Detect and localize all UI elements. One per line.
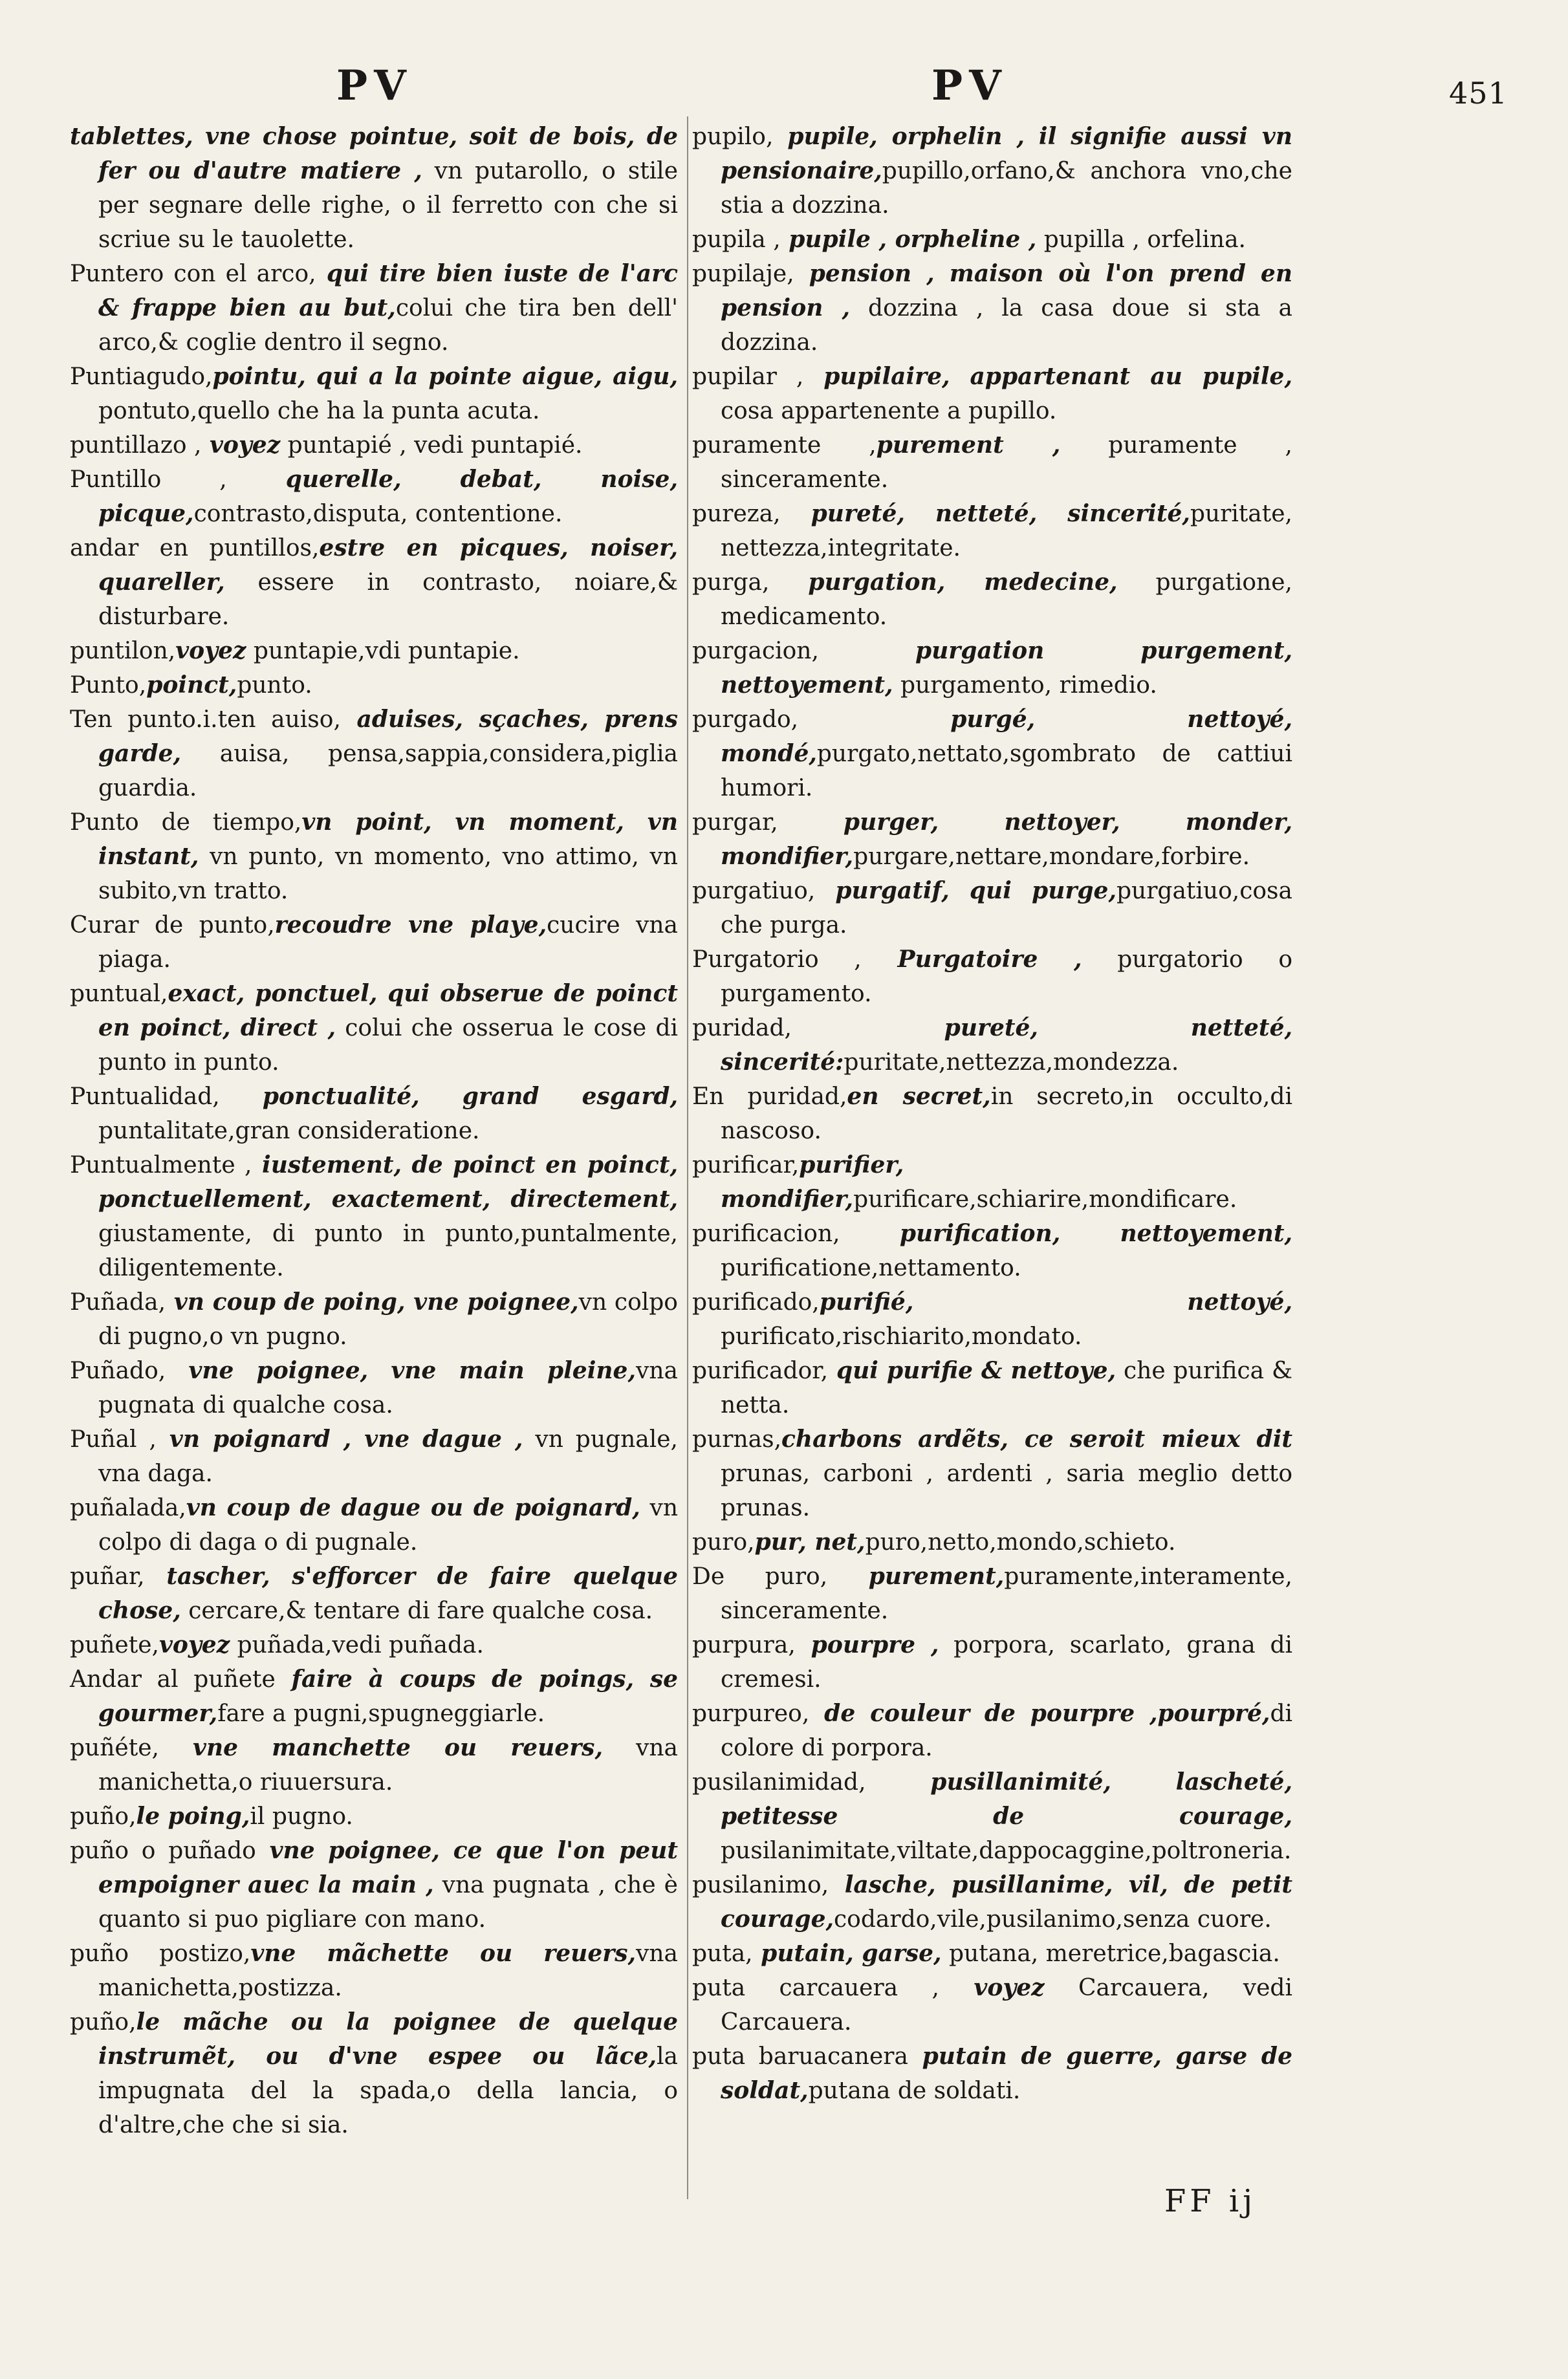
headword: purificador, — [692, 1358, 829, 1384]
dictionary-entry — [70, 1731, 678, 1799]
headword: Puntero con el arco, — [70, 261, 316, 287]
dictionary-entry — [692, 1217, 1292, 1285]
italian-gloss: pupillo,orfano,& anchora vno,che stia a dozzina. — [721, 158, 1292, 219]
french-gloss: querelle, debat, noise, picque, — [98, 466, 678, 527]
french-gloss: putain, garse, — [752, 1940, 942, 1967]
italian-gloss: punto. — [237, 672, 312, 699]
french-gloss: purgé, nettoyé, mondé, — [721, 706, 1292, 767]
headword: Puntualmente , — [70, 1152, 252, 1179]
french-gloss: iustement, de poinct en poinct, ponctuellement, exactement, directement, — [98, 1151, 679, 1213]
italian-gloss: la impugnata del la spada,o della lancia, o d'altre,che che si sia. — [98, 2043, 678, 2138]
french-gloss: tascher, s'efforcer de faire quelque chose, — [98, 1563, 678, 1624]
headword: Puñado, — [70, 1358, 166, 1384]
dictionary-entry — [692, 360, 1292, 428]
french-gloss: poinct, — [146, 671, 237, 699]
page-number: 451 — [1449, 76, 1508, 111]
headword: pupila , — [692, 226, 781, 253]
italian-gloss: contrasto,disputa, contentione. — [193, 501, 563, 527]
dictionary-entry — [692, 257, 1292, 360]
headword: purgar, — [692, 809, 778, 836]
dictionary-entry — [692, 1011, 1292, 1080]
dictionary-entry — [70, 668, 678, 702]
headword: Puntillo , — [70, 466, 227, 493]
french-gloss: pureté, netteté, sincerité, — [780, 500, 1190, 527]
headword: puridad, — [692, 1015, 792, 1041]
dictionary-entry — [692, 874, 1292, 942]
italian-gloss: puntapie,vdi puntapie. — [246, 638, 520, 664]
dictionary-entry — [70, 2005, 678, 2142]
italian-gloss: puritate,nettezza,mondezza. — [844, 1049, 1179, 1076]
french-gloss: purgatif, qui purge, — [815, 877, 1116, 904]
headword: En puridad, — [692, 1083, 847, 1110]
dictionary-entry — [692, 120, 1292, 223]
headword: purgado, — [692, 706, 799, 733]
french-gloss: voyez — [158, 1631, 230, 1658]
headword: purnas, — [692, 1426, 782, 1453]
dictionary-entry — [70, 977, 678, 1080]
dictionary-entry — [70, 1937, 678, 2005]
dictionary-entry — [692, 942, 1292, 1011]
headword: Puntualidad, — [70, 1083, 220, 1110]
italian-gloss: colui che osserua le cose di punto in punto. — [98, 1015, 678, 1076]
italian-gloss: che purifica & netta. — [721, 1358, 1292, 1418]
headword: Andar al puñete — [70, 1666, 276, 1693]
french-gloss: pupile, orphelin , il signifie aussi vn pensionaire, — [721, 123, 1292, 184]
headword: Purgatorio , — [692, 946, 862, 973]
dictionary-entry — [692, 1628, 1292, 1697]
headword: puñar, — [70, 1563, 145, 1590]
italian-gloss: purificato,rischiarito,mondato. — [721, 1323, 1082, 1350]
dictionary-entry — [692, 805, 1292, 874]
french-gloss: purgation, medecine, — [769, 569, 1118, 596]
italian-gloss: giustamente, di punto in punto,puntalmente, diligentemente. — [98, 1221, 678, 1281]
headword: puramente , — [692, 432, 877, 459]
french-gloss: vne mãchette ou reuers, — [250, 1940, 636, 1967]
italian-gloss: purificare,schiarire,mondificare. — [853, 1186, 1237, 1213]
italian-gloss: codardo,vile,pusilanimo,senza cuore. — [834, 1906, 1272, 1933]
french-gloss: purification, nettoyement, — [840, 1220, 1292, 1247]
french-gloss: voyez — [201, 431, 281, 459]
dictionary-entry — [692, 1354, 1292, 1422]
french-gloss: vne manchette ou reuers, — [158, 1734, 603, 1761]
dictionary-entry — [692, 2039, 1292, 2108]
italian-gloss: porpora, scarlato, grana di cremesi. — [721, 1632, 1293, 1693]
headword: purificar, — [692, 1152, 800, 1179]
italian-gloss: di colore di porpora. — [721, 1700, 1292, 1761]
italian-gloss: puntapié , vedi puntapié. — [280, 432, 583, 459]
french-gloss: purgation purgement, nettoyement, — [721, 637, 1292, 699]
italian-gloss: prunas, carboni , ardenti , saria meglio detto prunas. — [721, 1461, 1292, 1521]
dictionary-entry — [70, 1628, 678, 1662]
headword: Ten punto.i.ten auiso, — [70, 706, 341, 733]
headword: pupilar , — [692, 364, 804, 390]
headword: puta carcauera , — [692, 1975, 939, 2001]
dictionary-entry — [70, 1559, 678, 1628]
italian-gloss: purgato,nettato,sgombrato de cattiui humori. — [721, 741, 1292, 801]
italian-gloss: pupilla , orfelina. — [1036, 226, 1246, 253]
dictionary-entry — [692, 702, 1292, 805]
headword: purga, — [692, 569, 770, 596]
french-gloss: le mãche ou la poignee de quelque instrumẽt, ou d'vne espee ou lãce, — [98, 2008, 678, 2070]
italian-gloss: putana de soldati. — [808, 2078, 1021, 2104]
italian-gloss: pontuto,quello che ha la punta acuta. — [98, 398, 540, 424]
italian-gloss: il pugno. — [250, 1803, 353, 1830]
french-gloss: purifié, nettoyé, — [819, 1288, 1292, 1316]
dictionary-entry — [70, 1148, 678, 1285]
dictionary-entry — [692, 1971, 1292, 2039]
italian-gloss: essere in contrasto, noiare,& disturbare. — [98, 569, 678, 630]
french-gloss: vn poignard , vne dague , — [156, 1426, 523, 1453]
french-gloss: qui tire bien iuste de l'arc & frappe bien au but, — [98, 260, 678, 321]
italian-gloss: cercare,& tentare di fare qualche cosa. — [180, 1598, 653, 1624]
headword: Punto, — [70, 672, 147, 699]
dictionary-entry — [70, 1354, 678, 1422]
dictionary-entry — [692, 1525, 1292, 1559]
headword: puntillazo , — [70, 432, 202, 459]
italian-gloss: purgatorio o purgamento. — [721, 946, 1292, 1007]
italian-gloss: vn punto, vn momento, vno attimo, vn subito,vn tratto. — [98, 843, 678, 904]
headword: purgacion, — [692, 638, 819, 664]
dictionary-entry — [692, 1937, 1292, 1971]
french-gloss: le poing, — [136, 1803, 250, 1830]
dictionary-entry — [70, 462, 678, 531]
headword: Puntiagudo, — [70, 364, 213, 390]
dictionary-entry — [70, 805, 678, 908]
right-column — [692, 120, 1292, 2108]
headword: andar en puntillos, — [70, 535, 320, 561]
italian-gloss: in secreto,in occulto,di nascoso. — [721, 1083, 1292, 1144]
french-gloss: exact, ponctuel, qui obserue de poinct en poinct, direct , — [98, 980, 678, 1041]
italian-gloss: puramente , sinceramente. — [721, 432, 1292, 493]
dictionary-entry — [692, 1285, 1292, 1354]
french-gloss: lasche, pusillanime, vil, de petit courage, — [721, 1871, 1292, 1933]
dictionary-entry — [70, 120, 678, 257]
italian-gloss: colui che tira ben dell' arco,& coglie dentro il segno. — [98, 295, 678, 356]
french-gloss: putain de guerre, garse de soldat, — [721, 2043, 1292, 2104]
french-gloss: pourpre , — [795, 1631, 939, 1658]
italian-gloss: purificatione,nettamento. — [721, 1255, 1021, 1281]
french-gloss: vne poignee, vne main pleine, — [166, 1357, 636, 1384]
french-gloss: ponctualité, grand esgard, — [219, 1083, 678, 1110]
french-gloss: purifier, mondifier, — [721, 1151, 904, 1213]
french-gloss: de couleur de pourpre ,pourpré, — [809, 1700, 1270, 1727]
dictionary-entry — [692, 428, 1292, 497]
dictionary-entry — [692, 565, 1292, 634]
italian-gloss: fare a pugni,spugneggiarle. — [217, 1700, 545, 1727]
dictionary-entry — [70, 634, 678, 668]
italian-gloss: pusilanimitate,viltate,dappocaggine,poltroneria. — [721, 1838, 1292, 1864]
french-gloss: faire à coups de poings, se gourmer, — [98, 1666, 678, 1727]
french-gloss: pupilaire, appartenant au pupile, — [803, 363, 1292, 390]
headword: purpura, — [692, 1632, 796, 1658]
header-right-letters: PV — [931, 61, 1008, 110]
italian-gloss: dozzina , la casa doue si sta a dozzina. — [721, 295, 1292, 356]
french-gloss: vn coup de poing, vne poignee, — [166, 1288, 579, 1316]
headword: pupilaje, — [692, 261, 794, 287]
dictionary-entry — [692, 1697, 1292, 1765]
french-gloss: vn point, vn moment, vn instant, — [98, 809, 678, 870]
french-gloss: tablettes, vne chose pointue, soit de bois, de fer ou d'autre matiere , — [70, 123, 678, 184]
headword: purpureo, — [692, 1700, 810, 1727]
dictionary-entry — [70, 531, 678, 634]
italian-gloss: cosa appartenente a pupillo. — [721, 398, 1057, 424]
french-gloss: en secret, — [847, 1083, 991, 1110]
dictionary-entry — [70, 702, 678, 805]
french-gloss: voyez — [175, 637, 246, 664]
dictionary-entry — [70, 257, 678, 360]
italian-gloss: vna pugnata di qualche cosa. — [98, 1358, 678, 1418]
headword: puño, — [70, 1803, 136, 1830]
dictionary-entry — [70, 1080, 678, 1148]
dictionary-entry — [692, 1765, 1292, 1868]
italian-gloss: vna manichetta,o riuuersura. — [98, 1735, 678, 1796]
dictionary-entry — [692, 497, 1292, 565]
italian-gloss: auisa, pensa,sappia,considera,piglia guardia. — [98, 741, 678, 801]
italian-gloss: purgare,nettare,mondare,forbire. — [853, 843, 1250, 870]
dictionary-entry — [692, 223, 1292, 257]
dictionary-entry — [70, 360, 678, 428]
headword: pusilanimo, — [692, 1872, 829, 1898]
italian-gloss: puritate, nettezza,integritate. — [721, 501, 1292, 561]
italian-gloss: vna pugnata , che è quanto si puo pigliare con mano. — [98, 1872, 678, 1933]
headword: puñéte, — [70, 1735, 159, 1761]
dictionary-entry — [692, 1422, 1292, 1525]
dictionary-entry — [70, 1834, 678, 1937]
french-gloss: estre en picques, noiser, quareller, — [98, 534, 678, 596]
italian-gloss: purgatione, medicamento. — [721, 569, 1292, 630]
left-column — [70, 120, 678, 2142]
french-gloss: voyez — [939, 1974, 1045, 2001]
headword: puntilon, — [70, 638, 176, 664]
dictionary-entry — [70, 1662, 678, 1731]
italian-gloss: puro,netto,mondo,schieto. — [865, 1529, 1176, 1556]
italian-gloss: vn colpo di pugno,o vn pugno. — [98, 1289, 678, 1350]
dictionary-entry — [692, 1868, 1292, 1937]
dictionary-entry — [692, 1080, 1292, 1148]
headword: pusilanimidad, — [692, 1769, 866, 1796]
french-gloss: Purgatoire , — [861, 946, 1082, 973]
french-gloss: pupile , orpheline , — [780, 226, 1037, 253]
italian-gloss: vn putarollo, o stile per segnare delle righe, o il ferretto con che si scriue su le tauolette. — [98, 158, 678, 253]
italian-gloss: cucire vna piaga. — [98, 912, 678, 973]
italian-gloss: vna manichetta,postizza. — [98, 1940, 678, 2001]
headword: De puro, — [692, 1563, 828, 1590]
headword: puño postizo, — [70, 1940, 251, 1967]
french-gloss: charbons ardẽts, ce seroit mieux dit — [781, 1426, 1292, 1453]
headword: puño o puñado — [70, 1838, 256, 1864]
dictionary-entry — [70, 1422, 678, 1491]
headword: Punto de tiempo, — [70, 809, 302, 836]
italian-gloss: puntalitate,gran consideratione. — [98, 1118, 480, 1144]
italian-gloss: Carcauera, vedi Carcauera. — [721, 1975, 1292, 2036]
headword: pureza, — [692, 501, 781, 527]
italian-gloss: vn colpo di daga o di pugnale. — [98, 1495, 679, 1556]
french-gloss: vne poignee, ce que l'on peut empoigner auec la main , — [98, 1837, 679, 1898]
headword: puta baruacanera — [692, 2043, 908, 2070]
headword: pupilo, — [692, 124, 774, 150]
french-gloss: pusillanimité, lascheté, petitesse de courage, — [721, 1768, 1292, 1830]
french-gloss: pur, net, — [754, 1528, 866, 1556]
headword: Puñada, — [70, 1289, 166, 1316]
headword: purgatiuo, — [692, 878, 816, 904]
italian-gloss: purgatiuo,cosa che purga. — [721, 878, 1292, 939]
italian-gloss: purgamento, rimedio. — [893, 672, 1157, 699]
headword: Curar de punto, — [70, 912, 275, 939]
dictionary-entry — [692, 1559, 1292, 1628]
french-gloss: vn coup de dague ou de poignard, — [186, 1494, 640, 1521]
french-gloss: aduises, sçaches, prens garde, — [98, 706, 678, 767]
headword: purificacion, — [692, 1221, 840, 1247]
headword: puño, — [70, 2009, 136, 2036]
headword: puntual, — [70, 981, 168, 1007]
french-gloss: pointu, qui a la pointe aigue, aigu, — [212, 363, 678, 390]
headword: puro, — [692, 1529, 755, 1556]
french-gloss: pureté, netteté, sincerité: — [721, 1014, 1292, 1076]
italian-gloss: vn pugnale, vna daga. — [98, 1426, 678, 1487]
italian-gloss: puramente,interamente, sinceramente. — [721, 1563, 1292, 1624]
italian-gloss: puñada,vedi puñada. — [230, 1632, 484, 1658]
headword: puñalada, — [70, 1495, 186, 1521]
french-gloss: qui purifie & nettoye, — [828, 1357, 1116, 1384]
french-gloss: purement , — [876, 431, 1061, 459]
header-left-letters: PV — [336, 61, 413, 110]
dictionary-entry — [70, 428, 678, 462]
french-gloss: pension , maison où l'on prend en pension , — [721, 260, 1292, 321]
dictionary-entry — [692, 634, 1292, 702]
french-gloss: purement, — [827, 1563, 1005, 1590]
dictionary-entry — [70, 1799, 678, 1834]
dictionary-entry — [692, 1148, 1292, 1217]
french-gloss: purger, nettoyer, monder, mondifier, — [721, 809, 1292, 870]
dictionary-entry — [70, 1491, 678, 1559]
column-divider — [687, 116, 688, 2199]
headword: Puñal , — [70, 1426, 157, 1453]
dictionary-entry — [70, 908, 678, 977]
dictionary-entry — [70, 1285, 678, 1354]
italian-gloss: putana, meretrice,bagascia. — [941, 1940, 1280, 1967]
headword: puta, — [692, 1940, 753, 1967]
headword: purificado, — [692, 1289, 820, 1316]
french-gloss: recoudre vne playe, — [274, 911, 547, 939]
headword: puñete, — [70, 1632, 159, 1658]
signature-mark: FF ij — [1164, 2183, 1257, 2219]
